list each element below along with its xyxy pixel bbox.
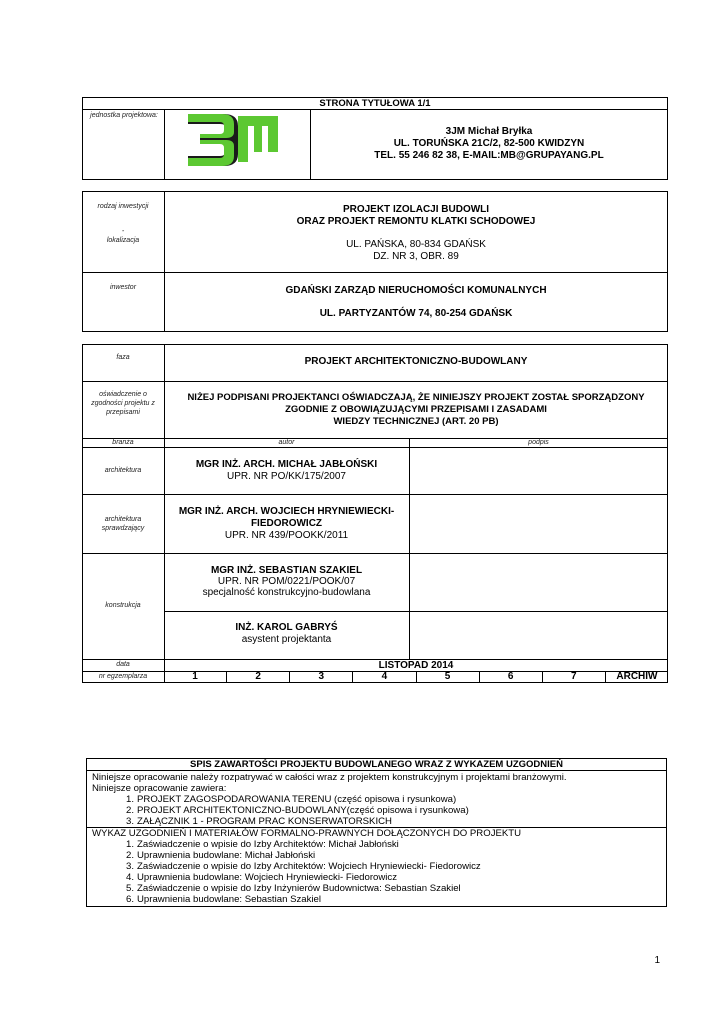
investment-type-label: rodzaj inwestycji [97,203,149,210]
contents-title: SPIS ZAWARTOŚCI PROJEKTU BUDOWLANEGO WRAZ Z WYKAZEM UZGODNIEŃ [190,759,563,770]
page-title: STRONA TYTUŁOWA 1/1 [319,98,431,109]
logo-3jm-icon [186,112,282,168]
company-name: 3JM Michał Bryłka [445,126,533,137]
location-label: lokalizacja [106,237,140,244]
list-item: 1. Zaświadczenie o wpisie do Izby Architektów: Michał Jabłoński [125,839,399,850]
list-item: 4. Uprawnienia budowlane: Wojciech Hryniewiecki- Fiedorowicz [125,872,398,883]
column-author: autor [278,439,295,446]
list-item: 3. ZAŁĄCZNIK 1 - PROGRAM PRAC KONSERWATORSKICH [125,816,392,827]
copy-numbers [164,671,668,683]
project-phase: PROJEKT ARCHITEKTONICZNO-BUDOWLANY [304,356,528,367]
investment-line-2: ORAZ PROJEKT REMONTU KLATKI SCHODOWEJ [296,216,536,227]
contents-list [92,794,664,827]
column-branch: branża [112,439,134,446]
documents-list [92,839,664,905]
company-contact: TEL. 55 246 82 38, E-MAIL:MB@GRUPAYANG.PL [374,150,604,161]
list-item: 6. Uprawnienia budowlane: Sebastian Szakiel [125,894,321,905]
copy-cell: 4 [353,671,416,683]
list-item: 1. PROJEKT ZAGOSPODAROWANIA TERENU (część opisowa i rysunkowa) [125,794,457,805]
checker-license: UPR. NR 439/POOKK/2011 [224,530,349,541]
copy-cell: 2 [227,671,290,683]
contents-intro-2: Niniejsze opracowanie zawiera: [92,783,227,794]
column-signature: podpis [528,439,549,446]
copy-cell: 5 [417,671,480,683]
list-item: 2. PROJEKT ARCHITEKTONICZNO-BUDOWLANY(część opisowa i rysunkowa) [125,805,469,816]
investor-label: inwestor [109,284,137,291]
checker-name-line-1: MGR INŻ. ARCH. WOJCIECH HRYNIEWIECKI- [178,506,395,517]
label-dash: - [121,228,125,235]
contents-intro-1: Niniejsze opracowanie należy rozpatrywać w całości wraz z projektem konstrukcyjnym i projektami branżowymi. [92,772,567,783]
constructor-specialty: specjalność konstrukcyjno-budowlana [202,587,371,598]
checker-name-line-2: FIEDOROWICZ [250,518,323,529]
construction-label: konstrukcja [105,602,141,609]
documents-title: WYKAZ UZGODNIEŃ I MATERIAŁÓW FORMALNO-PRAWNYCH DOŁĄCZONYCH DO PROJEKTU [92,828,522,839]
location-plot: DZ. NR 3, OBR. 89 [373,251,459,262]
contents-body [92,772,664,827]
architect-name: MGR INŻ. ARCH. MICHAŁ JABŁOŃSKI [195,459,378,470]
list-item: 3. Zaświadczenie o wpisie do Izby Architektów: Wojciech Hryniewiecki- Fiedorowicz [125,861,481,872]
copy-cell: 3 [290,671,353,683]
architecture-label: architektura [104,467,142,474]
architect-license: UPR. NR PO/KK/175/2007 [227,471,346,482]
company-address: UL. TORUŃSKA 21C/2, 82-500 KWIDZYN [393,138,585,149]
copy-cell: 7 [543,671,606,683]
investment-line-1: PROJEKT IZOLACJI BUDOWLI [342,204,490,215]
statement-label: oświadczenie o zgodności projektu z przepisami [91,391,155,416]
date-label: data [116,661,130,668]
documents-body [92,828,664,905]
investor-address: UL. PARTYZANTÓW 74, 80-254 GDAŃSK [319,308,513,319]
constructor-license: UPR. NR POM/0221/POOK/07 [217,576,356,587]
phase-label: faza [116,354,130,361]
list-item: 2. Uprawnienia budowlane: Michał Jabłoński [125,850,316,861]
investor-name: GDAŃSKI ZARZĄD NIERUCHOMOŚCI KOMUNALNYCH [285,285,547,296]
copy-cell: 6 [480,671,543,683]
copy-number-label: nr egzemplarza [98,673,148,680]
statement-line-1: NIŻEJ PODPISANI PROJEKTANCI OŚWIADCZAJĄ, ŻE NINIEJSZY PROJEKT ZOSTAŁ SPORZĄDZONY [187,392,645,403]
location-address: UL. PAŃSKA, 80-834 GDAŃSK [346,239,486,250]
assistant-role: asystent projektanta [241,634,332,645]
design-unit-label: jednostka projektowa: [90,112,158,119]
copy-cell: ARCHIW [616,671,658,682]
copy-cell: 1 [164,671,227,683]
list-item: 5. Zaświadczenie o wpisie do Izby Inżynierów Budownictwa: Sebastian Szakiel [125,883,461,894]
page-number: 1 [654,955,660,966]
statement-line-2: ZGODNIE Z OBOWIĄZUJĄCYMI PRZEPISAMI I ZASADAMI [285,404,547,415]
statement-line-3: WIEDZY TECHNICZNEJ (ART. 20 PB) [333,416,499,427]
assistant-name: INŻ. KAROL GABRYŚ [235,622,338,633]
company-logo [186,112,282,168]
architecture-checker-label: architektura sprawdzający [101,516,145,532]
project-date: LISTOPAD 2014 [378,660,454,671]
constructor-name: MGR INŻ. SEBASTIAN SZAKIEL [210,565,363,576]
